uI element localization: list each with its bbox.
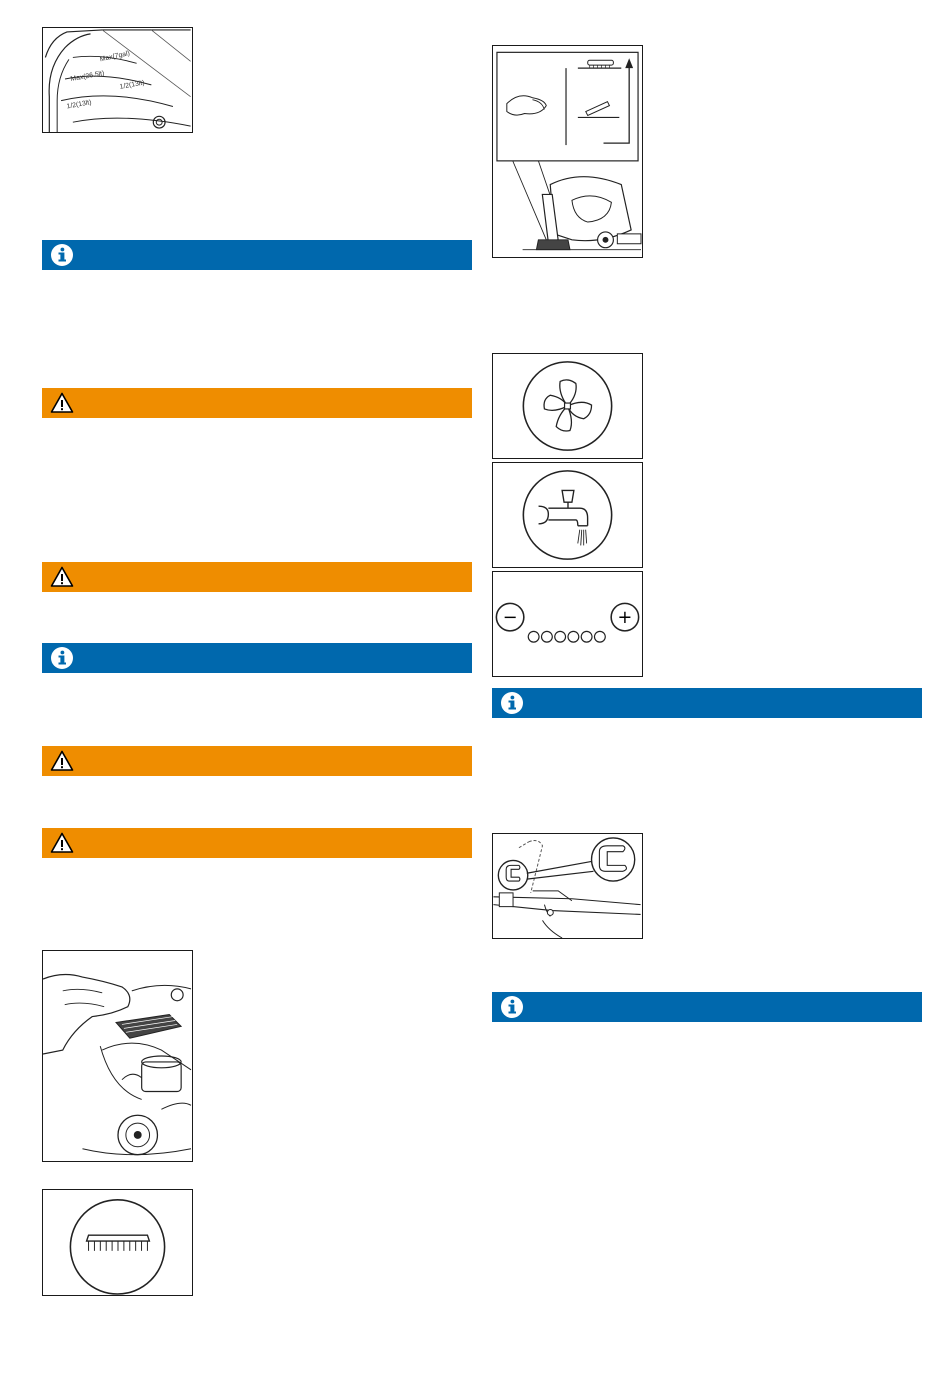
info-icon	[500, 995, 524, 1019]
warning-icon	[50, 749, 74, 773]
warning-notice-bar-3	[42, 746, 472, 776]
machine-brush-lever-figure	[492, 45, 643, 258]
info-notice-bar-2	[42, 643, 472, 673]
brush-symbol-figure	[42, 1189, 193, 1296]
level-dot	[568, 631, 579, 642]
tank-label-4: 1/2(13lt)	[66, 99, 93, 111]
warning-icon	[50, 565, 74, 589]
tank-label-3: 1/2(13lt)	[119, 79, 146, 91]
minus-symbol: −	[502, 608, 518, 629]
info-icon	[50, 646, 74, 670]
tank-label-1: Max(7gal)	[99, 50, 131, 64]
level-dots	[528, 631, 605, 642]
level-dot	[581, 631, 592, 642]
solution-flow-figure	[492, 462, 643, 568]
info-notice-bar-4	[492, 992, 922, 1022]
info-icon	[50, 243, 74, 267]
warning-notice-bar-4	[42, 828, 472, 858]
info-notice-bar-1	[42, 240, 472, 270]
brush-icon	[87, 1235, 150, 1241]
level-dot	[594, 631, 605, 642]
tank-level-figure	[42, 27, 193, 133]
brush-install-figure	[42, 950, 193, 1162]
faucet-icon	[539, 490, 588, 525]
level-dot	[528, 631, 539, 642]
warning-icon	[50, 831, 74, 855]
info-notice-bar-3	[492, 688, 922, 718]
level-dot	[542, 631, 553, 642]
tank-label-2: Max(26.5lt)	[70, 70, 106, 83]
warning-notice-bar-1	[42, 388, 472, 418]
level-dot	[555, 631, 566, 642]
warning-notice-bar-2	[42, 562, 472, 592]
plus-symbol: +	[617, 608, 633, 629]
info-icon	[500, 691, 524, 715]
level-indicator-figure	[492, 571, 643, 677]
pedal-detail-figure	[492, 833, 643, 939]
warning-icon	[50, 391, 74, 415]
vacuum-fan-figure	[492, 353, 643, 459]
